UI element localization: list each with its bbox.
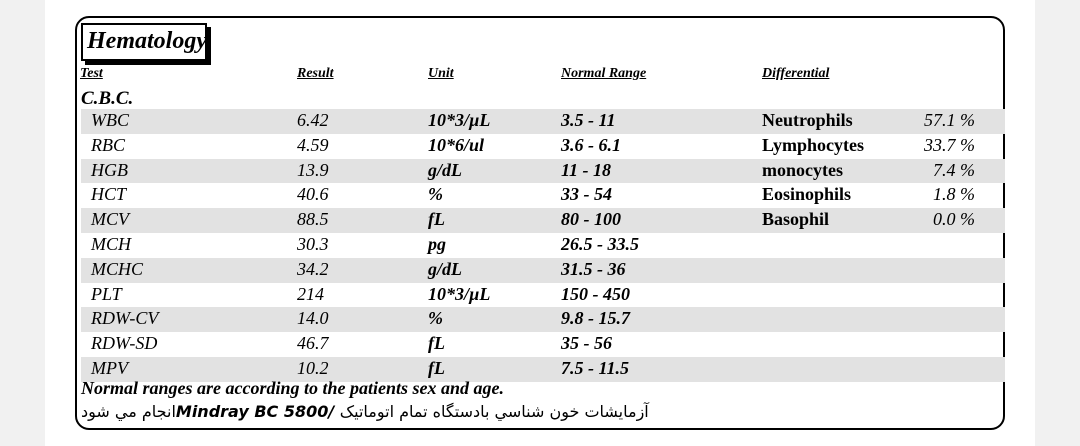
report-page: [45, 0, 1035, 446]
test-name: WBC: [91, 110, 129, 130]
test-unit: fL: [428, 333, 445, 354]
normal-range-note: Normal ranges are according to the patients sex and age.: [81, 378, 505, 398]
test-name: RDW-CV: [91, 308, 159, 329]
test-normal-range: 31.5 - 36: [561, 258, 626, 279]
table-row: [81, 332, 1005, 357]
test-result: 40.6: [297, 184, 329, 205]
table-row: [81, 208, 1005, 233]
test-name: RBC: [91, 134, 125, 155]
header-unit: Unit: [428, 66, 454, 81]
section-cbc: C.B.C.: [81, 88, 134, 109]
differential-value: 1.8 %: [933, 184, 975, 205]
test-unit: fL: [428, 209, 445, 230]
test-normal-range: 11 - 18: [561, 159, 612, 180]
header-range: Normal Range: [561, 66, 647, 81]
test-result: 13.9: [297, 159, 329, 180]
test-unit: 10*3/µL: [428, 110, 491, 130]
test-normal-range: 3.6 - 6.1: [561, 134, 621, 155]
test-result: 46.7: [297, 333, 329, 354]
header-differential: Differential: [762, 66, 830, 81]
test-normal-range: 9.8 - 15.7: [561, 308, 630, 329]
test-result: 34.2: [297, 258, 329, 279]
footer-device: Mindray BC 5800/: [175, 402, 335, 421]
test-normal-range: 35 - 56: [561, 333, 612, 354]
differential-value: 0.0 %: [933, 209, 975, 230]
test-normal-range: 26.5 - 33.5: [561, 233, 639, 254]
differential-value: 7.4 %: [933, 159, 975, 180]
title-box: [81, 23, 207, 61]
footer-persian-left: انجام مي شود: [81, 402, 176, 421]
test-result: 10.2: [297, 357, 329, 378]
table-row: [81, 258, 1005, 283]
test-name: MCHC: [91, 258, 144, 279]
differential-name: Neutrophils: [762, 110, 853, 130]
test-result: 4.59: [297, 134, 329, 155]
test-name: PLT: [91, 283, 122, 304]
test-unit: g/dL: [428, 159, 462, 180]
report-title: Hematology: [87, 28, 207, 54]
test-result: 214: [297, 283, 324, 304]
test-normal-range: 33 - 54: [561, 184, 612, 205]
header-result: Result: [297, 66, 334, 81]
differential-name: Eosinophils: [762, 184, 852, 205]
differential-value: 57.1 %: [924, 110, 975, 130]
table-row: [81, 307, 1005, 332]
test-normal-range: 150 - 450: [561, 283, 630, 304]
test-name: HCT: [91, 184, 127, 205]
test-name: HGB: [91, 159, 128, 180]
table-row: [81, 109, 1005, 134]
header-test: Test: [80, 66, 103, 81]
report-frame: [75, 16, 1005, 430]
differential-name: monocytes: [762, 159, 843, 180]
test-name: RDW-SD: [91, 333, 158, 354]
test-unit: g/dL: [428, 258, 462, 279]
differential-name: Basophil: [762, 209, 830, 230]
test-result: 88.5: [297, 209, 329, 230]
footer-persian-right: آزمایشات خون شناسي بادستگاه تمام اتوماتیک: [339, 402, 649, 421]
test-unit: 10*6/ul: [428, 134, 485, 155]
test-unit: %: [428, 308, 443, 329]
test-unit: 10*3/µL: [428, 283, 491, 304]
table-row: [81, 159, 1005, 184]
test-unit: %: [428, 184, 443, 205]
test-name: MCV: [91, 209, 129, 230]
test-result: 6.42: [297, 110, 329, 130]
table-row: [81, 134, 1005, 159]
table-row: [81, 183, 1005, 208]
test-result: 14.0: [297, 308, 329, 329]
differential-name: Lymphocytes: [762, 134, 865, 155]
test-name: MPV: [91, 357, 128, 378]
test-normal-range: 7.5 - 11.5: [561, 357, 630, 378]
test-unit: fL: [428, 357, 445, 378]
results-table: [81, 109, 1005, 382]
test-unit: pg: [428, 233, 446, 254]
table-row: [81, 233, 1005, 258]
device-footer: [81, 402, 649, 421]
test-normal-range: 3.5 - 11: [561, 110, 616, 130]
test-normal-range: 80 - 100: [561, 209, 621, 230]
test-name: MCH: [91, 233, 131, 254]
table-row: [81, 283, 1005, 308]
differential-value: 33.7 %: [924, 134, 975, 155]
test-result: 30.3: [297, 233, 329, 254]
